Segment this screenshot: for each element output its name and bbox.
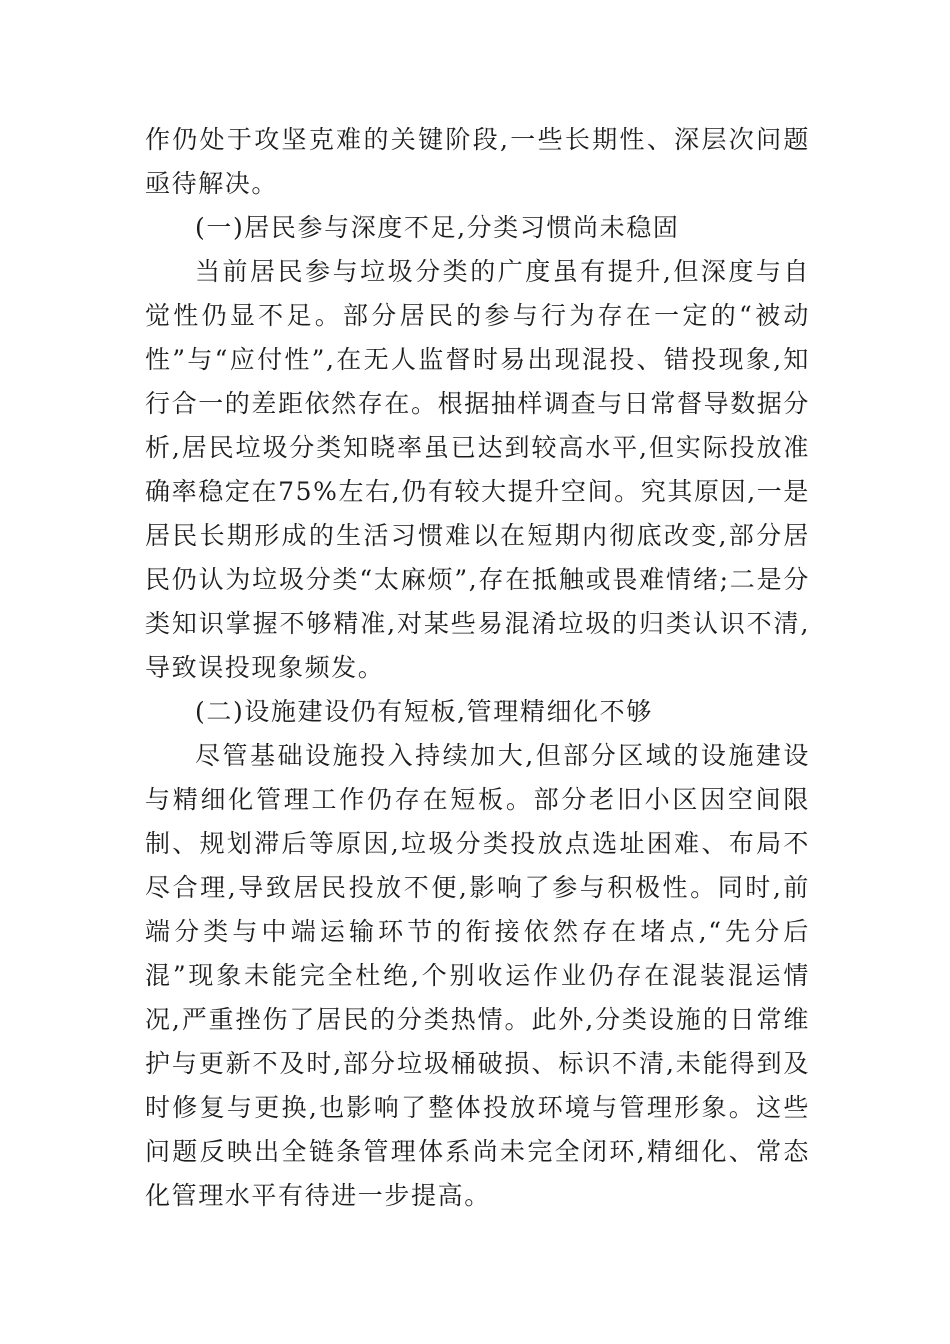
section-2-paragraph: 尽管基础设施投入持续加大,但部分区域的设施建设与精细化管理工作仍存在短板。部分老旧小区因空间限制、规划滞后等原因,垃圾分类投放点选址困难、布局不尽合理,导致居民投放不便,影响了参与积极性。同时,前端分类与中端运输环节的衔接依然存在堵点,“先分后混”现象未能完全杜绝,个别收运作业仍存在混装混运情况,严重挫伤了居民的分类热情。此外,分类设施的日常维护与更新不及时,部分垃圾桶破损、标识不清,未能得到及时修复与更换,也影响了整体投放环境与管理形象。这些问题反映出全链条管理体系尚未完全闭环,精细化、常态化管理水平有待进一步提高。 <box>145 741 810 1210</box>
intro-paragraph: 作仍处于攻坚克难的关键阶段,一些长期性、深层次问题亟待解决。 <box>145 125 810 198</box>
document-body <box>145 118 810 1218</box>
section-2-heading: (二)设施建设仍有短板,管理精细化不够 <box>195 697 653 726</box>
section-1-heading: (一)居民参与深度不足,分类习惯尚未稳固 <box>195 213 680 242</box>
section-1-paragraph: 当前居民参与垃圾分类的广度虽有提升,但深度与自觉性仍显不足。部分居民的参与行为存在一定的“被动性”与“应付性”,在无人监督时易出现混投、错投现象,知行合一的差距依然存在。根据抽样调查与日常督导数据分析,居民垃圾分类知晓率虽已达到较高水平,但实际投放准确率稳定在75%左右,仍有较大提升空间。究其原因,一是居民长期形成的生活习惯难以在短期内彻底改变,部分居民仍认为垃圾分类“太麻烦”,存在抵触或畏难情绪;二是分类知识掌握不够精准,对某些易混淆垃圾的归类认识不清,导致误投现象频发。 <box>145 257 811 682</box>
